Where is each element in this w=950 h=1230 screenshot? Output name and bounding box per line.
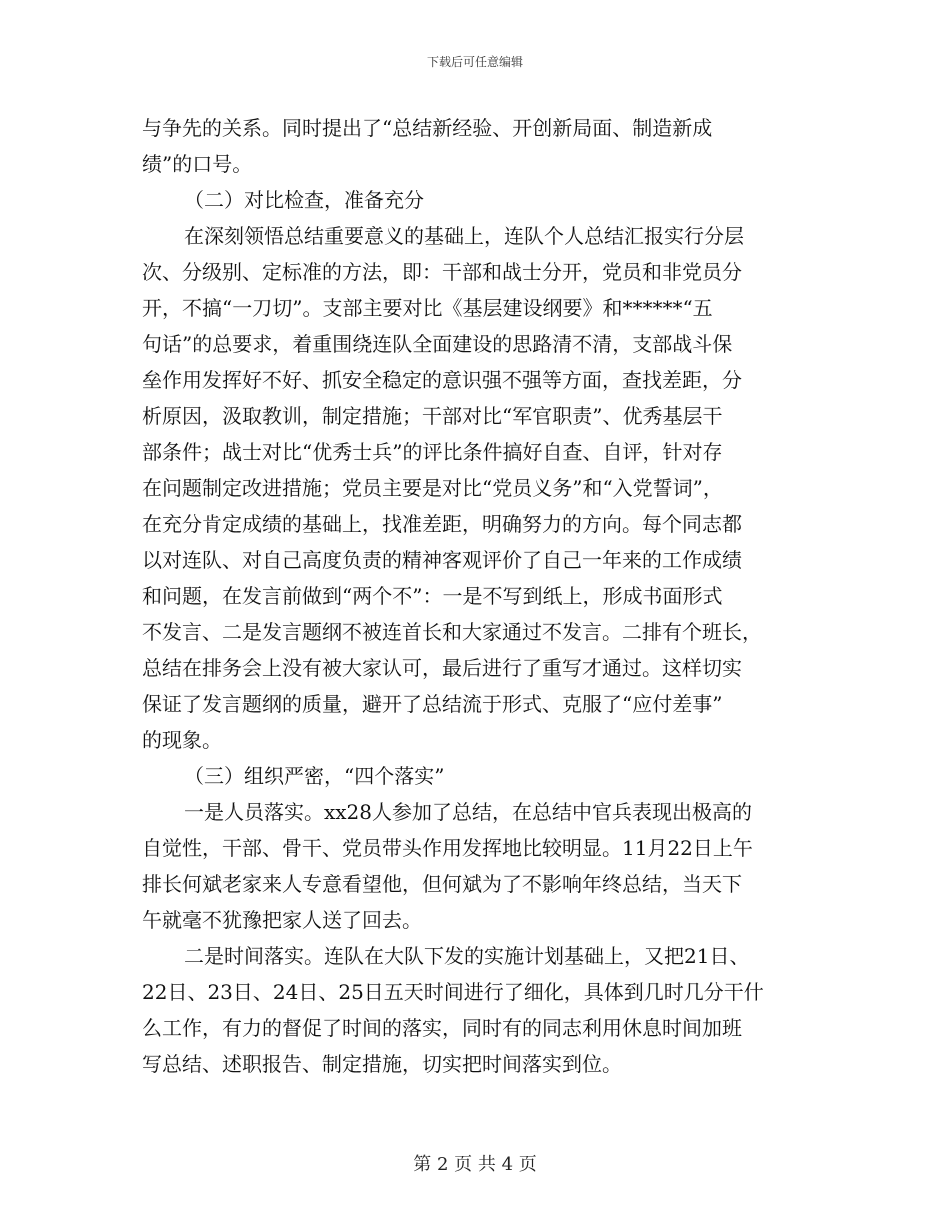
text-line: 与争先的关系。同时提出了“总结新经验、开创新局面、制造新成 (142, 116, 713, 140)
header-note: 下载后可任意编辑 (426, 55, 523, 69)
text-line: 句话”的总要求，着重围绕连队全面建设的思路清不清，支部战斗保 (142, 332, 733, 356)
text-line: 析原因，汲取教训，制定措施；干部对比“军官职责”、优秀基层干 (142, 404, 723, 428)
text-line: 排长何斌老家来人专意看望他，但何斌为了不影响年终总结，当天下 (142, 872, 742, 896)
text-line: 二是时间落实。连队在大队下发的实施计划基础上，又把21日、 (184, 944, 750, 968)
text-line: 自觉性，干部、骨干、党员带头作用发挥地比较明显。11月22日上午 (142, 836, 753, 860)
section-heading: （三）组织严密，“四个落实” (184, 764, 445, 788)
text-line: 么工作，有力的督促了时间的落实，同时有的同志利用休息时间加班 (142, 1016, 742, 1040)
text-line: 部条件；战士对比“优秀士兵”的评比条件搞好自查、自评，针对存 (142, 440, 723, 464)
text-line: 午就毫不犹豫把家人送了回去。 (142, 908, 422, 932)
text-line: 的现象。 (142, 728, 222, 752)
text-line: 次、分级别、定标准的方法，即：干部和战士分开，党员和非党员分 (142, 260, 742, 284)
page-footer: 第 2 页 共 4 页 (413, 1154, 537, 1175)
section-heading: （二）对比检查，准备充分 (184, 188, 424, 212)
text-line: 绩”的口号。 (142, 152, 253, 176)
text-line: 和问题，在发言前做到“两个不”：一是不写到纸上，形成书面形式 (142, 584, 723, 608)
document-body (142, 110, 822, 1082)
text-line: 保证了发言题纲的质量，避开了总结流于形式、克服了“应付差事” (142, 692, 723, 716)
text-line: 以对连队、对自己高度负责的精神客观评价了自己一年来的工作成绩 (142, 548, 742, 572)
text-line: 在深刻领悟总结重要意义的基础上，连队个人总结汇报实行分层 (184, 224, 744, 248)
text-line: 开，不搞“一刀切”。支部主要对比《基层建设纲要》和******“五 (142, 296, 713, 320)
text-line: 写总结、述职报告、制定措施，切实把时间落实到位。 (142, 1052, 622, 1076)
text-line: 一是人员落实。xx28人参加了总结，在总结中官兵表现出极高的 (184, 800, 753, 824)
text-line: 总结在排务会上没有被大家认可，最后进行了重写才通过。这样切实 (142, 656, 742, 680)
text-line: 垒作用发挥好不好、抓安全稳定的意识强不强等方面，查找差距，分 (142, 368, 742, 392)
text-line: 22日、23日、24日、25日五天时间进行了细化，具体到几时几分干什 (142, 980, 764, 1004)
text-line: 在问题制定改进措施；党员主要是对比“党员义务”和“入党誓词”， (142, 476, 723, 500)
text-line: 在充分肯定成绩的基础上，找准差距，明确努力的方向。每个同志都 (142, 512, 742, 536)
text-line: 不发言、二是发言题纲不被连首长和大家通过不发言。二排有个班长， (142, 620, 762, 644)
